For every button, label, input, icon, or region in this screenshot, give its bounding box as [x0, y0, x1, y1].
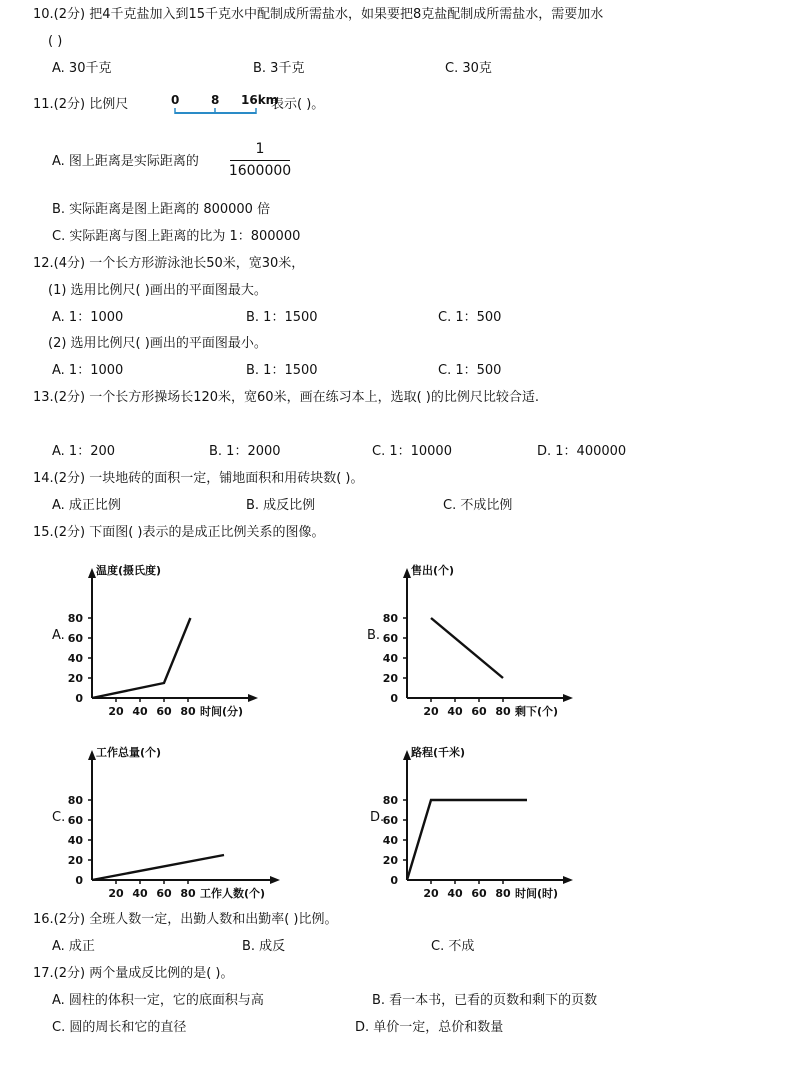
x-axis-title: 剩下(个): [515, 705, 559, 718]
q13-option-a[interactable]: A. 1：200: [52, 444, 116, 459]
q16-option-a[interactable]: A. 成正: [52, 939, 95, 954]
x-tick-label: 40: [447, 705, 463, 718]
q17-option-c[interactable]: C. 圆的周长和它的直径: [52, 1020, 187, 1035]
q14-option-c[interactable]: C. 不成比例: [443, 498, 513, 513]
fraction: [228, 141, 292, 183]
q13-option-d[interactable]: D. 1：400000: [537, 444, 627, 459]
y-tick-label: 20: [382, 672, 398, 685]
scale-label-0: 0: [171, 93, 180, 107]
q13-stem: 13.(2分) 一个长方形操场长120米，宽60米，画在练习本上，选取( )的比例尺比较合适.: [33, 390, 539, 405]
y-axis-title: 工作总量(个): [96, 746, 162, 759]
x-tick-label: 20: [423, 887, 439, 900]
q11-stem-suffix: 表示( )。: [271, 97, 325, 112]
x-tick-label: 40: [132, 705, 148, 718]
y-axis-title: 售出(个): [411, 564, 455, 577]
y-axis-arrow: [403, 568, 411, 578]
y-tick-label: 20: [67, 854, 83, 867]
chart-c[interactable]: [60, 742, 295, 902]
q14-option-a[interactable]: A. 成正比例: [52, 498, 121, 513]
q15-option-d-letter[interactable]: D.: [370, 810, 385, 825]
q11-stem-prefix: 11.(2分) 比例尺: [33, 97, 129, 112]
x-axis-title: 时间(分): [200, 705, 244, 718]
x-tick-label: 60: [156, 887, 172, 900]
series-line: [431, 618, 503, 678]
q17-option-a[interactable]: A. 圆柱的体积一定，它的底面积与高: [52, 993, 264, 1008]
y-tick-label: 60: [382, 814, 398, 827]
x-axis-title: 工作人数(个): [200, 887, 266, 900]
q15-option-b-letter[interactable]: B.: [367, 628, 381, 643]
q12-sub1: (1) 选用比例尺( )画出的平面图最大。: [48, 283, 267, 298]
fraction-bar: [230, 160, 290, 161]
y-axis-title: 温度(摄氏度): [96, 564, 162, 577]
q15-option-a-letter[interactable]: A.: [52, 628, 65, 643]
scale-bar-line: [168, 92, 268, 116]
chart-b[interactable]: [375, 560, 590, 720]
q10-stem-line2: ( ): [48, 34, 63, 49]
q12-sub1-option-c[interactable]: C. 1：500: [438, 310, 502, 325]
q12-sub1-option-b[interactable]: B. 1：1500: [246, 310, 318, 325]
q15-option-c-letter[interactable]: C.: [52, 810, 66, 825]
scale-label-8: 8: [211, 93, 220, 107]
x-tick-label: 20: [423, 705, 439, 718]
y-tick-label: 40: [382, 652, 398, 665]
y-tick-label: 80: [382, 794, 398, 807]
q12-sub2-option-b[interactable]: B. 1：1500: [246, 363, 318, 378]
x-tick-label: 60: [471, 887, 487, 900]
y-axis-arrow: [403, 750, 411, 760]
series-line: [92, 855, 224, 880]
q15-stem: 15.(2分) 下面图( )表示的是成正比例关系的图像。: [33, 525, 325, 540]
q12-sub2: (2) 选用比例尺( )画出的平面图最小。: [48, 336, 267, 351]
y-tick-label: 40: [382, 834, 398, 847]
q16-option-c[interactable]: C. 不成: [431, 939, 475, 954]
q14-stem: 14.(2分) 一块地砖的面积一定，铺地面积和用砖块数( )。: [33, 471, 364, 486]
y-tick-label: 20: [67, 672, 83, 685]
q17-stem: 17.(2分) 两个量成反比例的是( )。: [33, 966, 234, 981]
x-axis-arrow: [270, 876, 280, 884]
q16-stem: 16.(2分) 全班人数一定，出勤人数和出勤率( )比例。: [33, 912, 338, 927]
x-tick-label: 20: [108, 705, 124, 718]
x-axis-arrow: [563, 694, 573, 702]
y-tick-label: 40: [67, 652, 83, 665]
q17-option-d[interactable]: D. 单价一定，总价和数量: [355, 1020, 504, 1035]
chart-d[interactable]: [375, 742, 590, 902]
q10-option-b[interactable]: B. 3千克: [253, 61, 305, 76]
q11-option-a[interactable]: A. 图上距离是实际距离的: [52, 154, 199, 169]
q11-option-b[interactable]: B. 实际距离是图上距离的 800000 倍: [52, 202, 271, 217]
q14-option-b[interactable]: B. 成反比例: [246, 498, 316, 513]
x-tick-label: 60: [156, 705, 172, 718]
y-axis-title: 路程(千米): [411, 746, 466, 759]
q12-sub1-option-a[interactable]: A. 1：1000: [52, 310, 124, 325]
q12-sub2-option-c[interactable]: C. 1：500: [438, 363, 502, 378]
x-axis-title: 时间(时): [515, 887, 559, 900]
q12-stem: 12.(4分) 一个长方形游泳池长50米，宽30米，: [33, 256, 305, 271]
y-axis-arrow: [88, 568, 96, 578]
series-line: [92, 618, 190, 698]
y-tick-label: 60: [67, 814, 83, 827]
y-axis-arrow: [88, 750, 96, 760]
x-tick-label: 60: [471, 705, 487, 718]
q17-option-b[interactable]: B. 看一本书，已看的页数和剩下的页数: [372, 993, 598, 1008]
q10-stem-line1: 10.(2分) 把4千克盐加入到15千克水中配制成所需盐水，如果要把8克盐配制成所需盐水，需要加水: [33, 7, 604, 22]
x-tick-label: 80: [180, 705, 196, 718]
y-tick-label: 0: [75, 874, 83, 887]
x-tick-label: 80: [495, 887, 511, 900]
y-tick-label: 60: [382, 632, 398, 645]
y-tick-label: 0: [75, 692, 83, 705]
fraction-denominator: 1600000: [228, 163, 292, 179]
y-tick-label: 0: [390, 692, 398, 705]
q10-option-a[interactable]: A. 30千克: [52, 61, 112, 76]
series-line: [407, 800, 527, 880]
chart-a[interactable]: [60, 560, 275, 720]
fraction-numerator: 1: [255, 141, 265, 157]
y-tick-label: 40: [67, 834, 83, 847]
q11-option-c[interactable]: C. 实际距离与图上距离的比为 1：800000: [52, 229, 301, 244]
scale-label-16km: 16km: [241, 93, 279, 107]
q13-option-b[interactable]: B. 1：2000: [209, 444, 281, 459]
x-axis-arrow: [248, 694, 258, 702]
y-tick-label: 20: [382, 854, 398, 867]
x-axis-arrow: [563, 876, 573, 884]
y-tick-label: 60: [67, 632, 83, 645]
y-tick-label: 80: [67, 612, 83, 625]
x-tick-label: 40: [447, 887, 463, 900]
y-tick-label: 80: [67, 794, 83, 807]
q12-sub2-option-a[interactable]: A. 1：1000: [52, 363, 124, 378]
x-tick-label: 20: [108, 887, 124, 900]
scale-bar: [168, 92, 279, 116]
y-tick-label: 0: [390, 874, 398, 887]
x-tick-label: 40: [132, 887, 148, 900]
q13-option-c[interactable]: C. 1：10000: [372, 444, 452, 459]
x-tick-label: 80: [495, 705, 511, 718]
q10-option-c[interactable]: C. 30克: [445, 61, 492, 76]
y-tick-label: 80: [382, 612, 398, 625]
x-tick-label: 80: [180, 887, 196, 900]
q16-option-b[interactable]: B. 成反: [242, 939, 286, 954]
